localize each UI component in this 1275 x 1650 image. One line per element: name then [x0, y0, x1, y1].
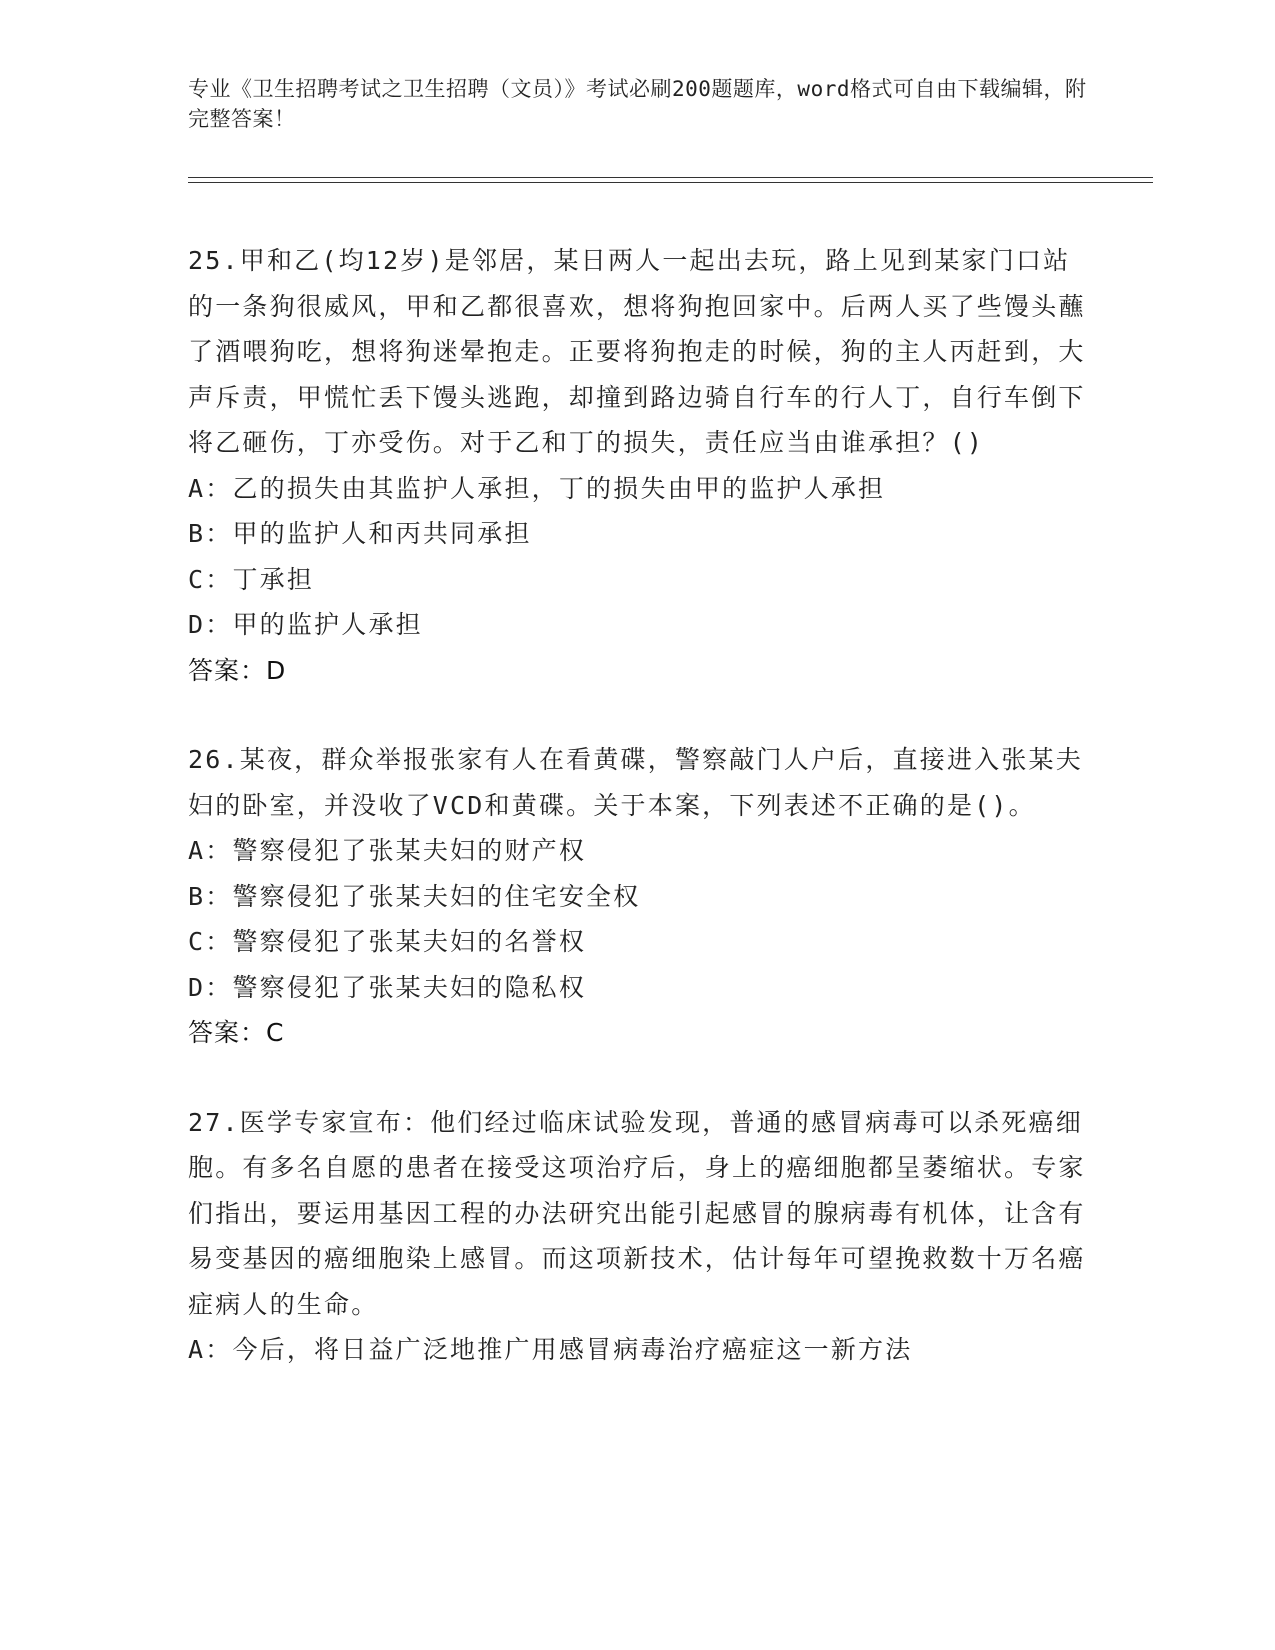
question-27 — [188, 1100, 1088, 1373]
option-a: A：今后，将日益广泛地推广用感冒病毒治疗癌症这一新方法 — [188, 1335, 913, 1364]
question-stem: 26.某夜，群众举报张家有人在看黄碟，警察敲门人户后，直接进入张某夫妇的卧室，并没收了VCD和黄碟。关于本案，下列表述不正确的是()。 — [188, 745, 1083, 820]
option-b: B：警察侵犯了张某夫妇的住宅安全权 — [188, 881, 641, 911]
answer-label: 答案：C — [188, 1018, 285, 1047]
header-divider-bottom — [188, 182, 1153, 183]
question-26 — [188, 737, 1088, 1056]
option-d: D：警察侵犯了张某夫妇的隐私权 — [188, 972, 587, 1002]
header-divider-top — [188, 177, 1153, 178]
option-c: C：丁承担 — [188, 564, 315, 594]
option-b: B：甲的监护人和丙共同承担 — [188, 519, 532, 548]
question-list — [188, 238, 1088, 1417]
answer-label: 答案：D — [188, 655, 287, 685]
question-stem: 25.甲和乙(均12岁)是邻居，某日两人一起出去玩，路上见到某家门口站的一条狗很威风，甲和乙都很喜欢，想将狗抱回家中。后两人买了些馒头蘸了酒喂狗吃，想将狗迷晕抱走。正要将狗抱走的时候，狗的主人丙赶到，大声斥责，甲慌忙丢下馒头逃跑，却撞到路边骑自行车的行人丁，自行车倒下将乙砸伤，丁亦受伤。对于乙和丁的损失，责任应当由谁承担？() — [188, 246, 1086, 457]
option-c: C：警察侵犯了张某夫妇的名誉权 — [188, 927, 587, 956]
option-d: D：甲的监护人承担 — [188, 610, 423, 639]
question-25 — [188, 238, 1088, 693]
option-a: A：乙的损失由其监护人承担，丁的损失由甲的监护人承担 — [188, 473, 886, 503]
document-header: 专业《卫生招聘考试之卫生招聘（文员）》考试必刷200题题库，word格式可自由下载编辑，附完整答案！ — [188, 77, 1087, 131]
question-stem: 27.医学专家宣布：他们经过临床试验发现，普通的感冒病毒可以杀死癌细胞。有多名自愿的患者在接受这项治疗后，身上的癌细胞都呈萎缩状。专家们指出，要运用基因工程的办法研究出能引起感冒的腺病毒有机体，让含有易变基因的癌细胞染上感冒。而这项新技术，估计每年可望挽救数十万名癌症病人的生命。 — [188, 1107, 1086, 1319]
option-a: A：警察侵犯了张某夫妇的财产权 — [188, 836, 587, 865]
